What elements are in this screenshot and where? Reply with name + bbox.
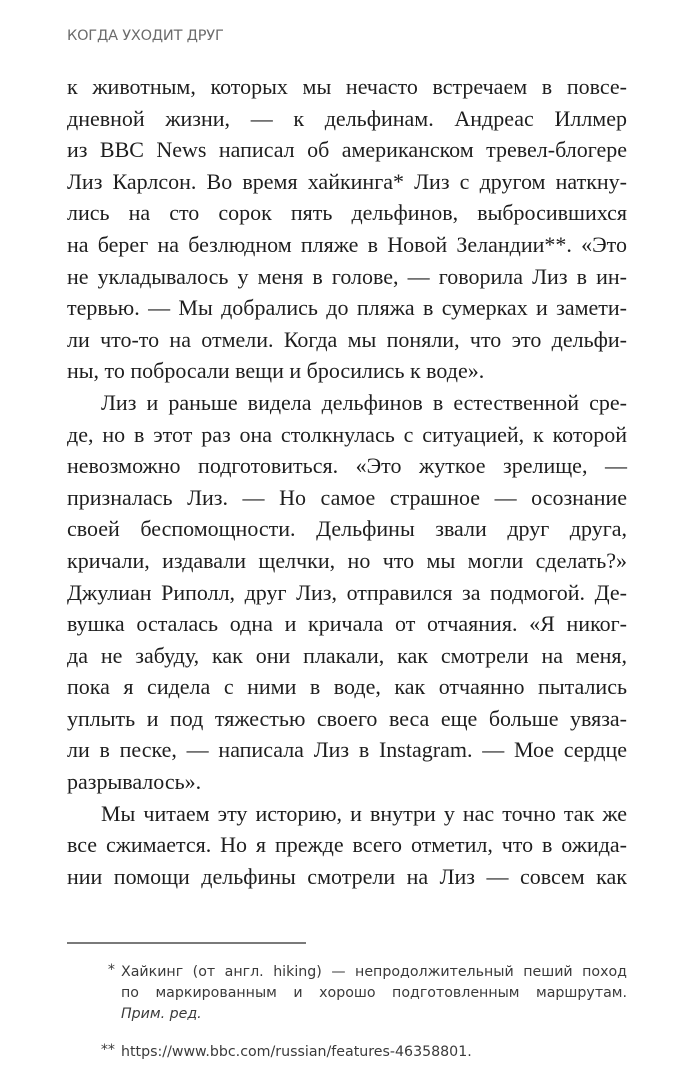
text-line: не укладывалось у меня в голове, — говорила Лиз в ин-: [67, 263, 627, 289]
text-line: Лиз Карлсон. Во время хайкинга* Лиз с другом наткну-: [67, 168, 627, 194]
text-line: Джулиан Риполл, друг Лиз, отправился за подмогой. Де-: [67, 579, 627, 605]
text-line: уплыть и под тяжестью своего веса еще больше увяза-: [67, 705, 627, 731]
text-line: к животным, которых мы нечасто встречаем в повсе-: [67, 74, 627, 99]
text-line: Мы читаем эту историю, и внутри у нас точно так же: [101, 800, 627, 826]
text-line: разрывалось».: [67, 769, 202, 795]
text-line: вушка осталась одна и кричала от отчаяния. «Я никог-: [67, 611, 627, 637]
text-line: невозможно подготовиться. «Это жуткое зрелище, —: [67, 453, 627, 479]
text-line: де, но в этот раз она столкнулась с ситуацией, к которой: [67, 421, 627, 447]
text-line: ны, то побросали вещи и бросились к воде».: [67, 358, 485, 384]
text-line: из BBC News написал об американском тревел-блогере: [67, 137, 627, 163]
paragraph-3: [67, 798, 627, 893]
footnote-marker: *: [107, 962, 115, 978]
footnote-link[interactable]: https://www.bbc.com/russian/features-46358801.: [121, 1044, 472, 1060]
text-line: пока я сидела с ними в воде, как отчаянно пытались: [67, 674, 627, 700]
text-line: кричали, издавали щелчки, но что мы могли сделать?»: [67, 547, 627, 573]
paragraph-2: [67, 387, 627, 798]
body-text: [67, 71, 627, 892]
text-line: своей беспомощности. Дельфины звали друг друга,: [67, 516, 627, 542]
text-line: дневной жизни, — к дельфинам. Андреас Иллмер: [67, 105, 627, 131]
text-line: лись на сто сорок пять дельфинов, выбросившихся: [67, 200, 627, 226]
text-line: на берег на безлюдном пляже в Новой Зеландии**. «Это: [67, 231, 627, 257]
text-line: ли в песке, — написала Лиз в Instagram. — Мое сердце: [67, 737, 627, 763]
footnote-marker: **: [100, 1042, 115, 1058]
text-line: ли что-то на отмели. Когда мы поняли, что это дельфи-: [67, 326, 627, 352]
footnote-1: [67, 962, 627, 1025]
text-line: Лиз и раньше видела дельфинов в естественной сре-: [101, 389, 627, 415]
footnote-line: Хайкинг (от англ. hiking) — непродолжительный пеший поход: [121, 964, 627, 980]
text-line: призналась Лиз. — Но самое страшное — осознание: [67, 484, 627, 510]
text-line: нии помощи дельфины смотрели на Лиз — совсем как: [67, 863, 627, 889]
footnote-line: по маркированным и хорошо подготовленным маршрутам.: [121, 985, 627, 1001]
text-line: все сжимается. Но я прежде всего отметил, что в ожида-: [67, 832, 627, 858]
footnotes: [67, 962, 627, 1063]
text-line: тервью. — Мы добрались до пляжа в сумерках и замети-: [67, 295, 627, 321]
editor-note: Прим. ред.: [121, 1006, 202, 1022]
text-line: да не забуду, как они плакали, как смотрели на меня,: [67, 642, 627, 668]
paragraph-1: [67, 71, 627, 387]
footnote-separator: [67, 942, 306, 944]
running-head: КОГДА УХОДИТ ДРУГ: [67, 28, 224, 44]
footnote-2: [67, 1042, 627, 1063]
